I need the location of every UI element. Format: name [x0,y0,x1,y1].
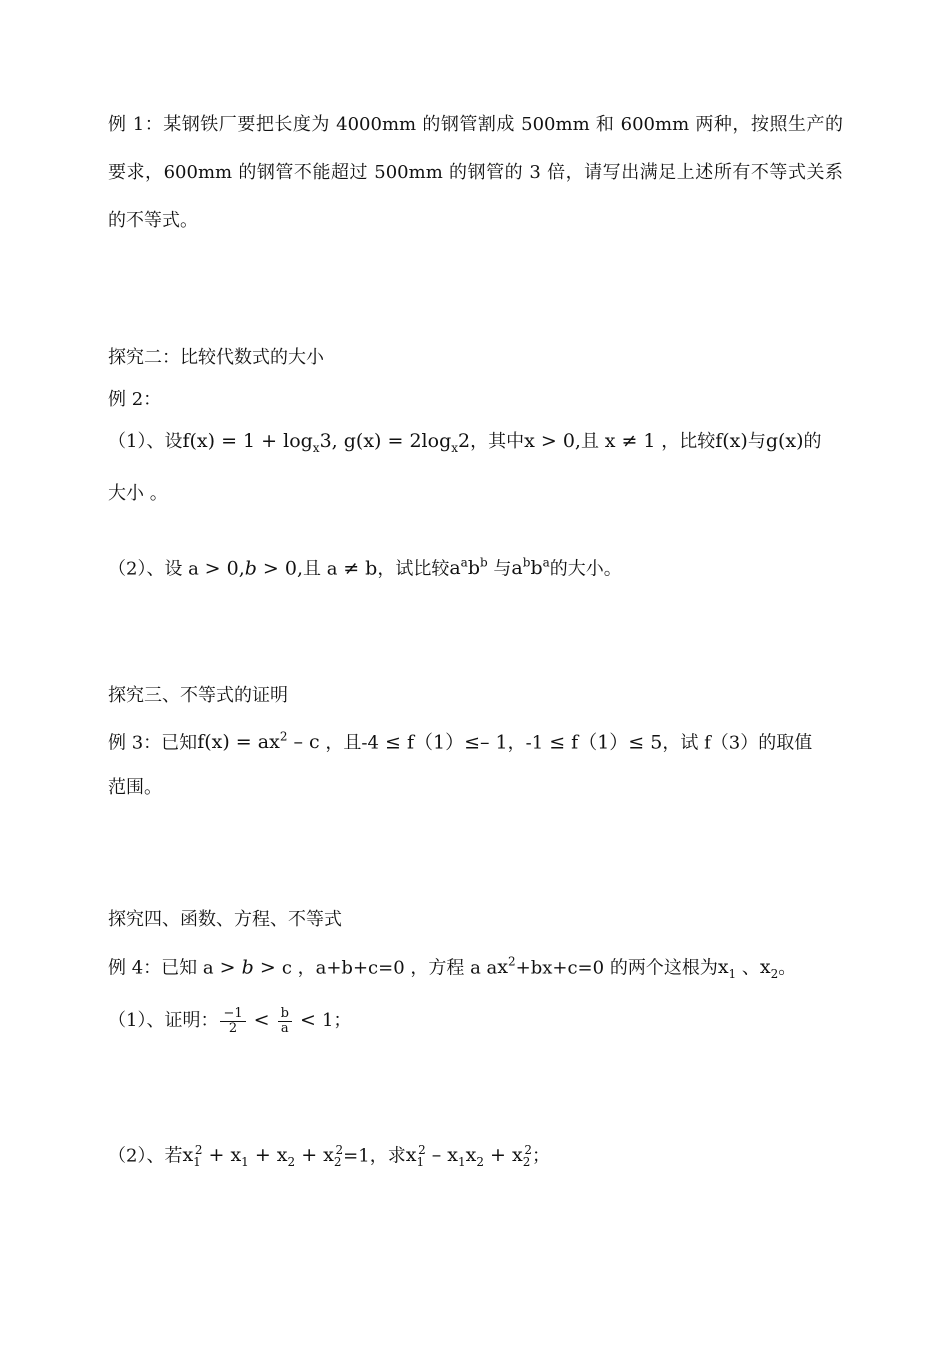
lt-2: < [293,1009,322,1031]
ex4-x2: $x^2$ [497,955,516,979]
ex3-sep: ， [507,732,526,754]
range-2-low: -1 [525,732,544,754]
q1-of: 的 [803,431,822,452]
fx: f(x) [715,430,748,452]
q2-cond: > 0,𝑏 > 0, [204,557,304,580]
q1-prefix: （1）、设 [108,431,183,452]
q2-mid: ，试比较 [377,558,450,580]
gx: g(x) [765,430,804,452]
q1-and: 且 [580,431,599,452]
range-2: ≤ f（1）≤ 5 [543,731,663,754]
example-2-q1-line2: 大小 。 [108,483,168,504]
range-1: ≤ f（1）≤– 1 [378,731,508,754]
ex3-end: ，试 f（3）的取值 [662,732,813,754]
section-2-heading: 探究二：比较代数式的大小 [108,347,324,368]
f-def-ax2-c: $f(x) = ax^2 - c$ [197,730,320,754]
ex4-eq: +bx+c=0 的两个这根为 [515,957,718,979]
example-2-label: 例 2： [108,389,162,410]
cond-x-positive: x > 0, [524,430,581,452]
ex4-order: > 𝑏 > [213,956,282,979]
fraction-neg-half: $\frac{-1}{2}$ [220,1007,245,1036]
fraction-b-over-a: $\frac{b}{a}$ [278,1007,292,1036]
example-4-q2 [108,1126,550,1174]
q2-end: ； [532,1145,551,1167]
expr-a-b-b-a: $a^bb^a$ [511,556,550,580]
q2-and: 且 a [303,558,338,580]
q1-mid: ，其中 [470,431,525,452]
q2-eq: =1，求 [343,1145,406,1167]
target-expression: $x_1^2 - x_1x_2 + x_2^2$ [405,1143,533,1170]
example-3 [108,717,812,757]
example-3-line2: 范围。 [108,777,162,798]
ex4-sep: 、 [736,957,760,979]
q2-with: 与 [487,558,512,580]
section-4-heading: 探究四、函数、方程、不等式 [108,909,342,930]
ex3-prefix: 例 3：已知 [108,732,198,754]
lt-1: < [247,1009,276,1031]
section-3-heading: 探究三、不等式的证明 [108,685,288,706]
ex4-end: 。 [778,957,797,979]
example-4-q1 [108,996,351,1044]
q1-prefix: （1）、证明： [108,1010,219,1031]
q1-compare: ，比较 [661,431,716,452]
root-x1: $x_1$ [717,956,737,982]
example-2-q2 [108,543,622,583]
cond-x-not-one: x ≠ 1 [604,430,656,452]
root-x2: $x_2$ [759,956,779,982]
q2-prefix: （2）、设 a [108,558,199,580]
expr-a-a-b-b: $a^ab^b$ [449,556,488,580]
q2-neq: ≠ b [343,557,378,580]
ex4-prefix: 例 4：已知 a [108,957,214,979]
example-2-q1 [108,421,822,461]
q1-with: 与 [747,431,766,452]
condition-expression: $x_1^2 + x_1 + x_2 + x_2^2$ [182,1143,344,1170]
ex3-mid: ，且 [319,732,362,754]
q2-end: 的大小。 [549,558,622,580]
example-1-text: 例 1：某钢铁厂要把长度为 4000mm 的钢管割成 500mm 和 600mm 两种，按照生产的要求，600mm 的钢管不能超过 500mm 的钢管的 3 倍，请写出满足上述所有不等式关系的不等式。 [108,114,843,231]
q2-prefix: （2）、若 [108,1145,183,1167]
ex4-c: c ，a+b+c=0 ，方程 a a [281,957,498,979]
range-1-low: -4 [361,732,379,754]
f-definition: $f(x) = 1 + \log_x3$, $g(x) = 2\log_x2$ [182,430,471,455]
q1-one: 1； [321,1010,352,1031]
example-4 [108,942,796,982]
